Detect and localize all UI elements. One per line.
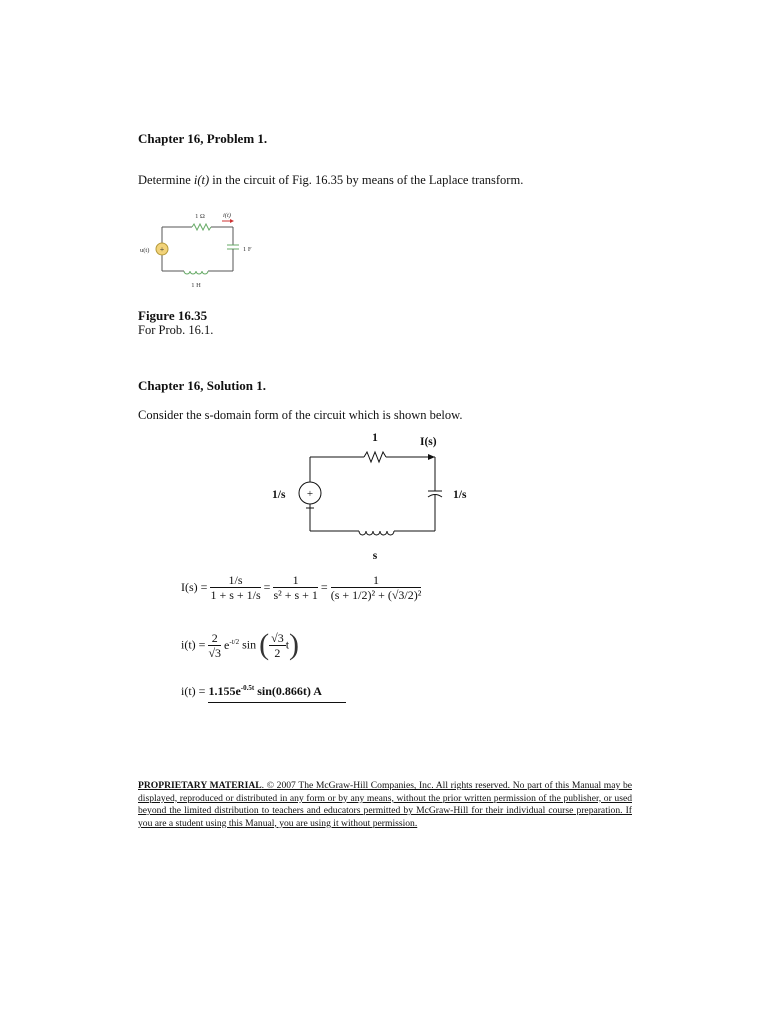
- eq2-right-paren: ): [289, 628, 300, 661]
- solution-resistor-label: 1: [372, 432, 378, 444]
- eq1-f1-denominator: 1 + s + 1/s: [210, 588, 261, 602]
- eq2-exp-base: e: [224, 637, 230, 652]
- proprietary-heading: PROPRIETARY MATERIAL: [138, 780, 262, 791]
- problem-text-var: i(t): [193, 173, 210, 187]
- eq2-coefficient: [208, 631, 221, 660]
- eq2-argument: [269, 631, 286, 660]
- equation-final-answer: [181, 684, 346, 703]
- eq1-fraction-1: [210, 573, 260, 602]
- eq2-coef-numerator: 2: [208, 631, 221, 646]
- solution-source-label: 1/s: [272, 489, 286, 501]
- eq3-lhs: i(t) =: [181, 684, 206, 698]
- solution-source-sign: +: [306, 488, 314, 500]
- solution-capacitor-label: 1/s: [453, 489, 467, 501]
- solution-inductor-label: s: [372, 550, 378, 562]
- solution-intro: Consider the s-domain form of the circuit which is shown below.: [138, 408, 463, 422]
- problem-text-pre: Determine: [138, 173, 194, 187]
- eq1-f1-numerator: 1/s: [210, 573, 260, 588]
- eq2-arg-numerator: √3: [271, 630, 284, 645]
- solution-current-label: I(s): [420, 436, 437, 448]
- eq2-function: sin: [242, 637, 257, 652]
- problem-text-post: in the circuit of Fig. 16.35 by means of the Laplace transform.: [209, 173, 524, 187]
- problem-statement: [138, 173, 523, 188]
- eq1-equals-1: =: [263, 580, 271, 594]
- proprietary-notice: [138, 780, 632, 830]
- solution-circuit-diagram: [260, 425, 490, 565]
- eq3-answer: [208, 684, 346, 703]
- problem-heading: Chapter 16, Problem 1.: [138, 131, 268, 146]
- eq2-left-paren: (: [259, 628, 270, 661]
- problem-capacitor-label: 1 F: [243, 246, 252, 253]
- eq2-coef-denominator: √3: [208, 645, 222, 660]
- problem-source-sign: +: [159, 245, 165, 254]
- eq1-f2-numerator: 1: [273, 573, 317, 588]
- figure-title: Figure 16.35: [138, 308, 208, 323]
- problem-resistor-label: 1 Ω: [195, 213, 205, 220]
- problem-current-label: i(t): [223, 212, 231, 219]
- eq1-equals-2: =: [320, 580, 328, 594]
- eq3-coefficient: 1.155e: [208, 684, 241, 698]
- eq1-f3-numerator: 1: [331, 573, 422, 588]
- eq2-exp-power: -t/2: [229, 637, 240, 646]
- eq2-exponential: [224, 638, 239, 652]
- eq3-rest: sin(0.866t) A: [257, 684, 322, 698]
- problem-source-label: u(t): [140, 247, 150, 254]
- eq2-lhs: i(t) =: [181, 637, 206, 652]
- equation-laplace-current: [181, 573, 421, 602]
- figure-caption: For Prob. 16.1.: [138, 323, 214, 337]
- proprietary-text: . © 2007 The McGraw-Hill Companies, Inc. All rights reserved. No part of this Manual may be displayed, reproduced or distributed in any form or by any means, without the prior written permission of the publisher, or used beyond the limited distribution to teachers and educators permitted by McGraw-Hill for their individual course preparation. If you are a student using this Manual, you are using it without permission.: [138, 780, 632, 829]
- equation-time-domain: [181, 628, 299, 662]
- problem-inductor-label: 1 H: [191, 282, 201, 289]
- eq2-arg-denominator: 2: [274, 645, 281, 660]
- eq2-arg-var: t: [285, 637, 290, 652]
- eq1-fraction-3: [331, 573, 422, 602]
- eq1-f3-denominator: (s + 1/2)² + (√3/2)²: [330, 588, 422, 602]
- eq1-f2-denominator: s² + s + 1: [273, 588, 318, 602]
- eq3-power: -0.5t: [240, 684, 255, 692]
- problem-circuit-diagram: [130, 205, 270, 295]
- solution-heading: Chapter 16, Solution 1.: [138, 378, 266, 393]
- eq1-lhs: I(s) =: [181, 580, 208, 594]
- eq1-fraction-2: [273, 573, 317, 602]
